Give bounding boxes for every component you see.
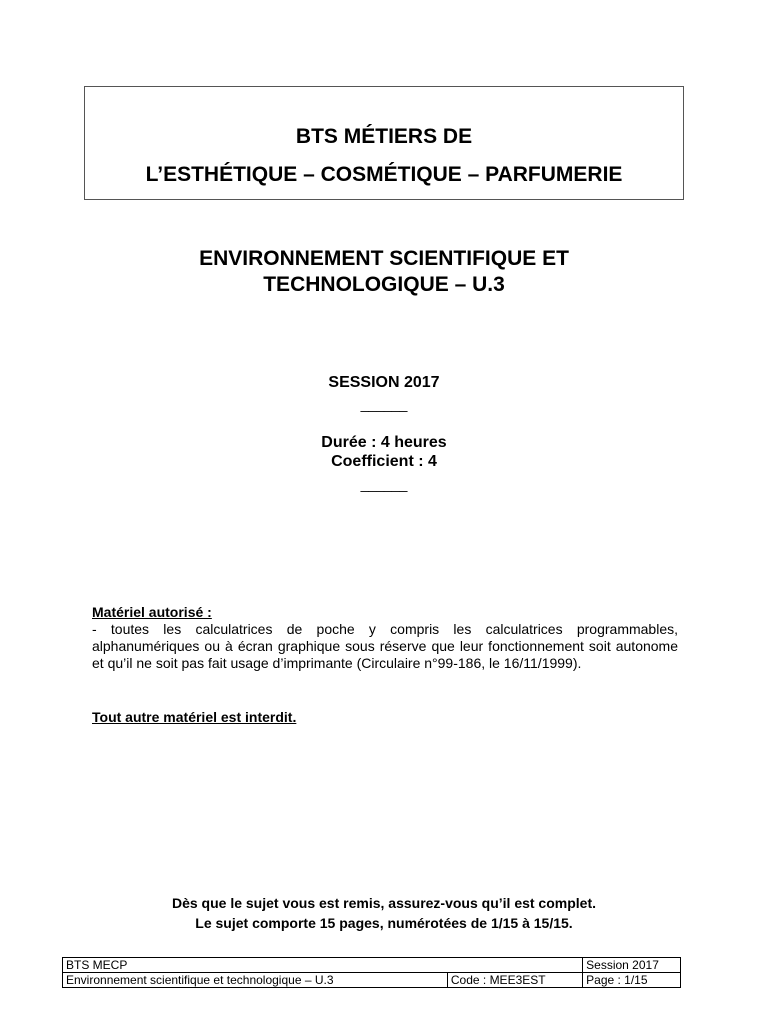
header-title-line1: BTS MÉTIERS DE bbox=[295, 125, 473, 148]
footer-code: Code : MEE3EST bbox=[447, 973, 582, 988]
materiel-text: - toutes les calculatrices de poche y compris les calculatrices programmables, alphanumériques ou à écran graphique sous réserve que leur fonctionnement soit autonome et qu’il ne soit pas fait usage d’imprimante (Circulaire n°99-186, le 16/11/1999). bbox=[92, 621, 678, 671]
separator-1: ______ bbox=[360, 396, 408, 412]
coefficient-label: Coefficient : 4 bbox=[331, 453, 437, 470]
footer-row-1 bbox=[63, 958, 681, 973]
materiel-section bbox=[92, 604, 678, 672]
interdit-notice: Tout autre matériel est interdit. bbox=[92, 709, 297, 725]
header-title-line2: L’ESTHÉTIQUE – COSMÉTIQUE – PARFUMERIE bbox=[145, 163, 623, 186]
footer-session: Session 2017 bbox=[583, 958, 681, 973]
completeness-notice bbox=[84, 893, 684, 933]
materiel-title: Matériel autorisé : bbox=[92, 604, 212, 620]
duration-label: Durée : 4 heures bbox=[321, 434, 447, 451]
notice-line2: Le sujet comporte 15 pages, numérotées de 1/15 à 15/15. bbox=[195, 915, 573, 931]
duration-block bbox=[84, 433, 684, 471]
footer-row-2 bbox=[63, 973, 681, 988]
footer-table bbox=[62, 957, 681, 988]
subject-title-line2: TECHNOLOGIQUE – U.3 bbox=[263, 273, 505, 296]
subject-title-line1: ENVIRONNEMENT SCIENTIFIQUE ET bbox=[199, 247, 569, 270]
title-box bbox=[84, 86, 684, 200]
footer-exam: BTS MECP bbox=[63, 958, 583, 973]
notice-line1: Dès que le sujet vous est remis, assurez-vous qu’il est complet. bbox=[171, 895, 597, 911]
subject-title bbox=[84, 246, 684, 298]
footer-page: Page : 1/15 bbox=[583, 973, 681, 988]
footer-subject: Environnement scientifique et technologique – U.3 bbox=[63, 973, 448, 988]
separator-2: ______ bbox=[360, 476, 408, 492]
session-label: SESSION 2017 bbox=[328, 374, 440, 391]
